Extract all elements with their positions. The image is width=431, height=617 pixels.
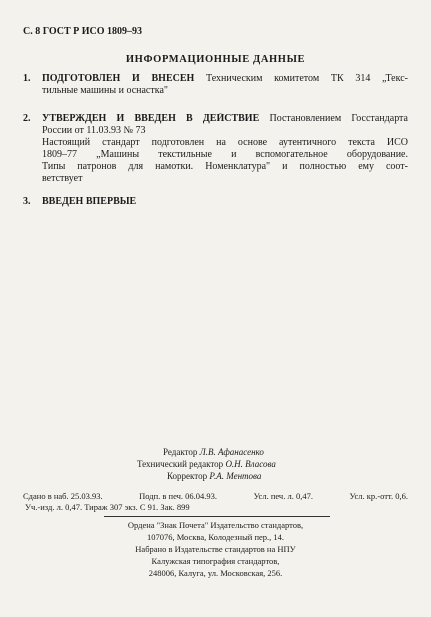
item-first-line [42, 73, 408, 85]
item-number: 3. [23, 196, 31, 207]
page-header: С. 8 ГОСТ Р ИСО 1809–93 [23, 26, 143, 37]
info-item-2 [23, 113, 408, 185]
imprint-line: Набрано в Издательстве стандартов на НПУ [135, 544, 296, 554]
item-line: России от 11.03.93 № 73 [42, 125, 146, 136]
print-colophon [23, 491, 408, 513]
item-line: ветствует [42, 173, 83, 184]
item-lead: УТВЕРЖДЕН И ВВЕДЕН В ДЕЙСТВИЕ [42, 113, 260, 124]
divider-rule [104, 516, 330, 517]
item-rest: Техническим комитетом ТК 314 „Текс- [194, 73, 408, 84]
info-item-1 [23, 73, 408, 97]
editorial-credits [137, 446, 276, 482]
item-line: 1809–77 „Машины текстильные и вспомогательное оборудование. [42, 149, 408, 160]
credit-proofreader: Корректор Р.А. Ментова [167, 471, 262, 481]
item-number: 1. [23, 73, 31, 84]
colophon-row-2: Уч.-изд. л. 0,47. Тираж 307 экз. С 91. Зак. 899 [25, 502, 190, 512]
item-first-line [42, 113, 408, 125]
imprint-line: 107076, Москва, Колодезный пер., 14. [146, 532, 285, 542]
credit-tech-editor: Технический редактор О.Н. Власова [137, 459, 276, 469]
item-first-line [42, 196, 408, 208]
section-title: ИНФОРМАЦИОННЫЕ ДАННЫЕ [125, 54, 306, 65]
item-lead: ПОДГОТОВЛЕН И ВНЕСЕН [42, 73, 195, 84]
credit-editor: Редактор Л.В. Афанасенко [163, 447, 264, 457]
item-number: 2. [23, 113, 31, 124]
item-lead: ВВЕДЕН ВПЕРВЫЕ [42, 196, 137, 207]
info-item-3 [23, 196, 408, 208]
item-line: Настоящий стандарт подготовлен на основе аутентичного текста ИСО [42, 137, 408, 148]
item-line: Типы патронов для намотки. Номенклатура" и полностью ему соот- [42, 161, 408, 172]
item-line: тильные машины и оснастка" [42, 85, 168, 96]
publisher-imprint [0, 519, 431, 579]
imprint-line: Ордена "Знак Почета" Издательство стандартов, [127, 520, 304, 530]
item-rest: Постановлением Госстандарта [259, 113, 408, 124]
imprint-line: Калужская типография стандартов, [151, 556, 280, 566]
colophon-row-1: Сдано в наб. 25.03.93. Подп. в печ. 06.04.93. Усл. печ. л. 0,47. Усл. кр.-отт. 0,6. [23, 491, 408, 501]
imprint-line: 248006, Калуга, ул. Московская, 256. [148, 568, 283, 578]
